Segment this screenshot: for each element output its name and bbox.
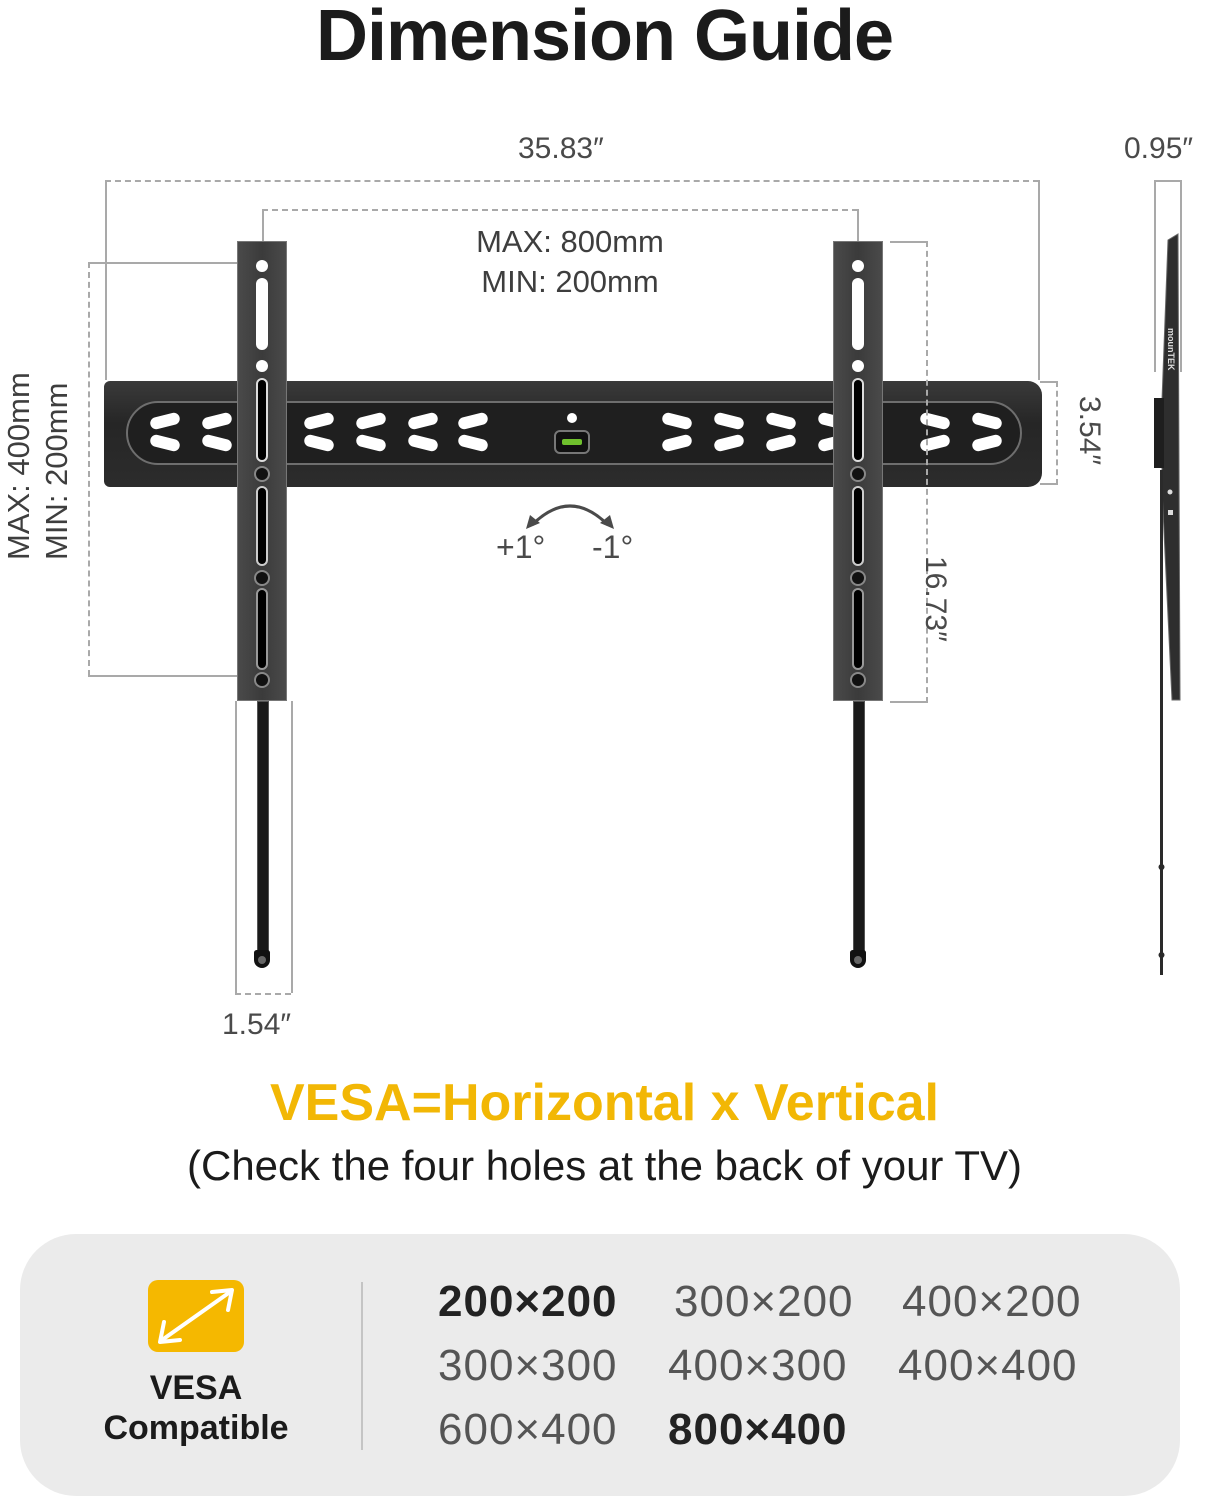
vesa-horizontal-range — [420, 222, 720, 302]
overall-width-right-tick — [1038, 180, 1040, 380]
vesa-vertical-bottom-tick — [88, 675, 256, 677]
vesa-size-item: 600×400 — [438, 1405, 618, 1454]
vesa-size-item: 300×300 — [438, 1341, 618, 1390]
vesa-horizontal-right-tick — [857, 209, 859, 241]
vesa-horizontal-max: MAX: 800mm — [476, 224, 664, 259]
bracket-width-label: 1.54″ — [222, 1008, 292, 1041]
bubble-level-icon — [554, 430, 590, 454]
bracket-width-bottom — [235, 993, 291, 995]
right-tv-bracket — [833, 241, 883, 701]
vesa-subtext: (Check the four holes at the back of your TV) — [187, 1142, 1022, 1189]
right-strap-pull-tab[interactable] — [850, 950, 866, 968]
overall-width-left-tick — [105, 180, 107, 380]
vesa-size-item: 300×200 — [674, 1277, 854, 1326]
tilt-plus-label: +1° — [496, 529, 546, 565]
vesa-vertical-range — [0, 260, 76, 560]
bracket-width-line — [235, 701, 293, 993]
brand-mark: mounTEK — [1166, 328, 1176, 371]
vesa-vertical-top-tick — [88, 262, 256, 264]
vesa-size-item: 400×400 — [898, 1341, 1078, 1390]
rail-height-line — [1040, 381, 1058, 485]
tilt-minus-label: -1° — [592, 529, 634, 565]
diagonal-resize-arrow-icon — [148, 1280, 244, 1352]
right-safety-strap — [853, 701, 865, 953]
vesa-vertical-min: MIN: 200mm — [39, 382, 74, 560]
vesa-size-item: 800×400 — [668, 1405, 848, 1454]
depth-label: 0.95″ — [1124, 132, 1194, 165]
vesa-vertical-max: MAX: 400mm — [1, 372, 36, 560]
vesa-headline: VESA=Horizontal x Vertical — [269, 1074, 940, 1132]
panel-divider — [361, 1282, 363, 1450]
rail-height-label: 3.54″ — [1073, 396, 1106, 466]
vesa-horizontal-line — [262, 209, 858, 211]
left-tv-bracket — [237, 241, 287, 701]
bracket-height-label: 16.73″ — [919, 556, 952, 642]
vesa-size-item: 400×300 — [668, 1341, 848, 1390]
vesa-vertical-line — [88, 262, 90, 676]
overall-width-label: 35.83″ — [518, 132, 604, 165]
vesa-size-item: 400×200 — [902, 1277, 1082, 1326]
vesa-compatible-label: VESA Compatible — [103, 1369, 289, 1447]
vesa-size-item: 200×200 — [438, 1277, 618, 1326]
vesa-horizontal-min: MIN: 200mm — [481, 264, 659, 299]
center-hole — [567, 413, 577, 423]
page-title: Dimension Guide — [315, 0, 894, 76]
vesa-horizontal-left-tick — [262, 209, 264, 241]
